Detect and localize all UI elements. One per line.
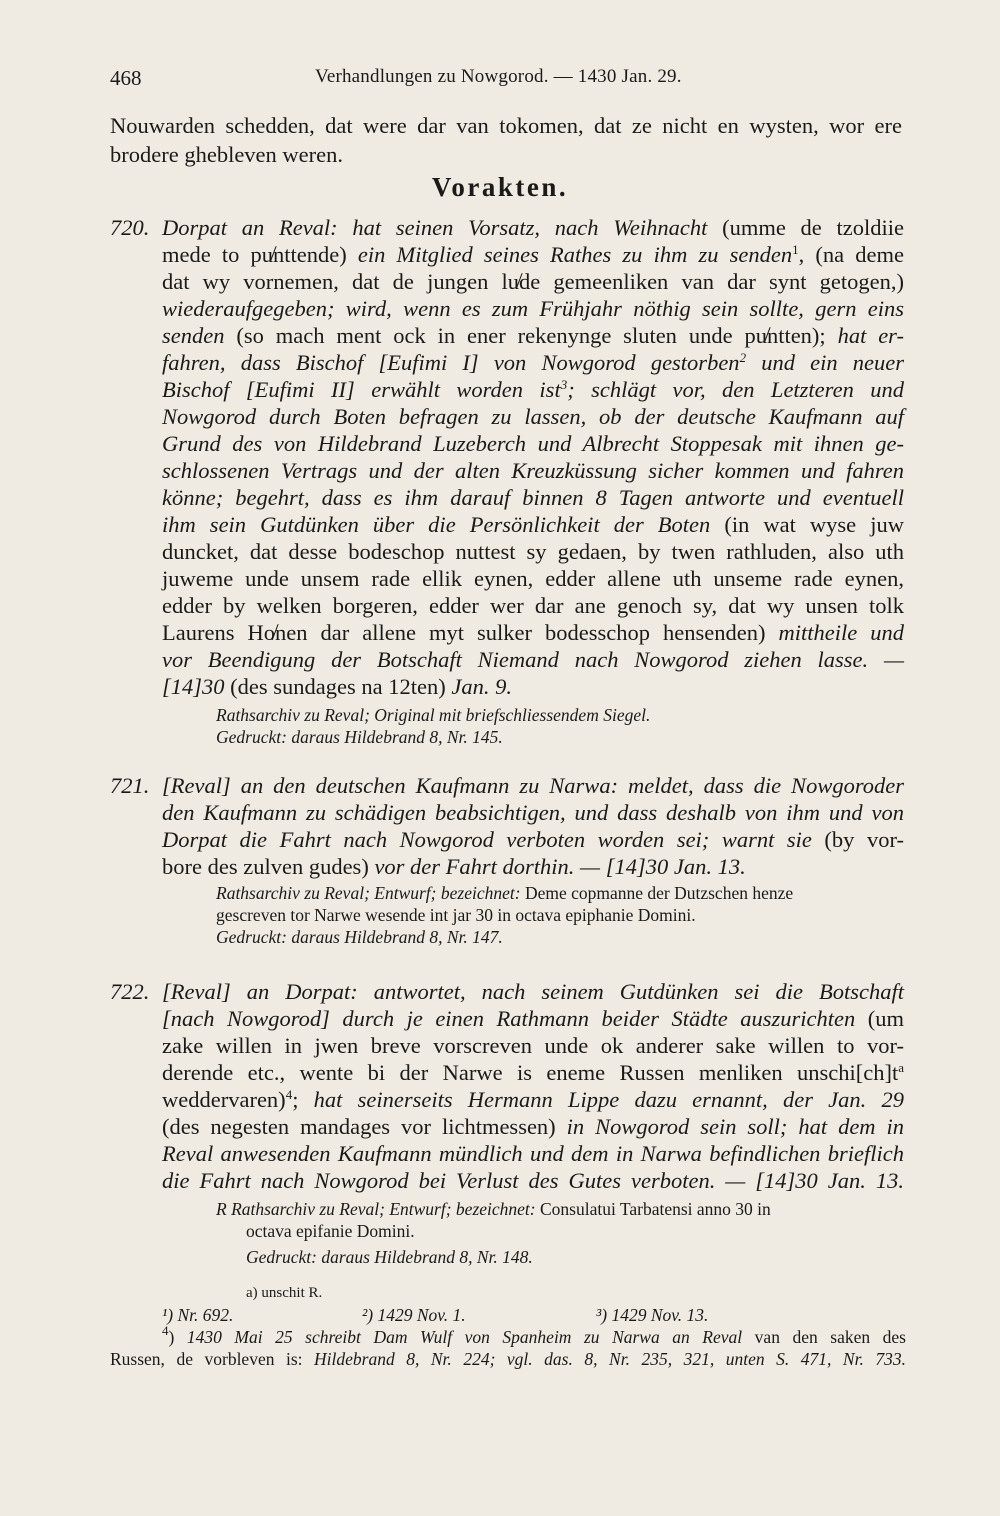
entry-720-line: Grund des von Hildebrand Luzeberch und Albrecht Stoppesak mit ihnen ge- [162, 431, 904, 456]
intro-line: brodere ghebleven weren. [110, 142, 344, 167]
entry-720-line: Nowgorod durch Boten befragen zu lassen, ob der deutsche Kaufmann auf [162, 404, 904, 429]
entry-720-line: könne; begehrt, dass es ihm darauf binnen 8 Tagen antworte und eventuell [162, 485, 904, 510]
entry-722-line: weddervaren)$^4$; hat seinerseits Hermann Lippe dazu ernannt, der Jan. 29 [162, 1087, 904, 1112]
footnote-2: ²) 1429 Nov. 1. [362, 1305, 466, 1325]
intro-line: Nouwarden schedden, dat were dar van tokomen, dat ze nicht en wysten, wor ere [110, 113, 902, 138]
entry-720-printed: Gedruckt: daraus Hildebrand 8, Nr. 145. [216, 727, 503, 747]
entry-721-line: bore des zulven gudes) vor der Fahrt dorthin. — [14]30 Jan. 13. [162, 854, 746, 879]
entry-720-summary-text: Dorpat an Reval: hat seinen Vorsatz, nach Weihnacht [162, 215, 708, 240]
entry-722-source: R Rathsarchiv zu Reval; Entwurf; bezeichnet: Consulatui Tarbatensi anno 30 in [216, 1199, 771, 1219]
entry-722-line: [Reval] an Dorpat: antwortet, nach seinem Gutdünken sei die Botschaft [162, 979, 904, 1004]
entry-number: 721. [110, 773, 150, 798]
entry-720-source: Rathsarchiv zu Reval; Original mit briefschliessendem Siegel. [216, 705, 651, 725]
entry-720-line: vor Beendigung der Botschaft Niemand nach Nowgorod ziehen lasse. — [162, 647, 904, 672]
entry-722-line: derende etc., wente bi der Narwe is eneme Russen menliken $unschi[ch]t^a$ [162, 1060, 904, 1085]
entry-720-date-line: [14]30 (des sundages na 12ten) Jan. 9. [162, 674, 512, 699]
entry-720-line: schlossenen Vertrags und der alten Kreuzküssung sicher kommen und fahren [162, 458, 904, 483]
entry-722-source: octava epifanie Domini. [246, 1221, 415, 1241]
running-title: Verhandlungen zu Nowgorod. — 1430 Jan. 29. [315, 66, 682, 87]
variant-note: a) unschit R. [246, 1285, 323, 1301]
footnote-4-line: Russen, de vorbleven is: Hildebrand 8, Nr. 224; vgl. das. 8, Nr. 235, 321, unten S. 471, Nr. 733. [110, 1349, 906, 1369]
entry-721-line: Dorpat die Fahrt nach Nowgorod verboten worden sei; warnt sie (by vor- [162, 827, 904, 852]
entry-720-line: Laurens Ho̸nen dar allene myt sulker bodesschop hensenden) mittheile und [162, 620, 904, 645]
entry-722-printed: Gedruckt: daraus Hildebrand 8, Nr. 148. [246, 1247, 533, 1267]
entry-721-line: [Reval] an den deutschen Kaufmann zu Narwa: meldet, dass die Nowgoroder [162, 773, 904, 798]
entry-number: 720. [110, 215, 150, 240]
entry-720-line: dat wy vornemen, dat de jungen lu̸de gemeenliken van dar synt getogen,) [162, 269, 904, 294]
entry-number: 722. [110, 979, 150, 1004]
section-heading: Vorakten. [431, 172, 569, 202]
entry-721-line: den Kaufmann zu schädigen beabsichtigen, und dass deshalb von ihm und von [162, 800, 904, 825]
running-header [110, 66, 910, 96]
entry-722-line: zake willen in jwen breve vorscreven unde ok anderer sake willen to vor- [162, 1033, 904, 1058]
entry-722-line: die Fahrt nach Nowgorod bei Verlust des Gutes verboten. — [14]30 Jan. 13. [162, 1168, 904, 1193]
entry-720-line: mede to pu̸nttende) ein Mitglied seines Rathes zu ihm zu senden$^1$, (na deme [162, 242, 904, 267]
entry-720-line: ihm sein Gutdünken über die Persönlichkeit der Boten (in wat wyse juw [162, 512, 904, 537]
entry-720-line: edder by welken borgeren, edder wer dar ane genoch sy, dat wy unsen tolk [162, 593, 904, 618]
entry-721-source: gescreven tor Narwe wesende int jar 30 in octava epiphanie Domini. [216, 905, 696, 925]
footnote-3: ³) 1429 Nov. 13. [596, 1305, 709, 1325]
entry-722-line: (des negesten mandages vor lichtmessen) in Nowgorod sein soll; hat dem in [162, 1114, 905, 1139]
footnote-4-line: $^4$) 1430 Mai 25 schreibt Dam Wulf von Spanheim zu Narwa an Reval van den saken des [162, 1323, 906, 1347]
entry-720-line: wiederaufgegeben; wird, wenn es zum Frühjahr nöthig sein sollte, gern eins [162, 296, 904, 321]
entry-720-line: senden (so mach ment ock in ener rekenynge sluten unde pu̸ntten); hat er- [162, 323, 904, 348]
entry-721-printed: Gedruckt: daraus Hildebrand 8, Nr. 147. [216, 927, 503, 947]
entry-720-line: juweme unde unsem rade ellik eynen, edder allene uth unseme rade eynen, [162, 566, 904, 591]
entry-720-line: Dorpat an Reval: hat seinen Vorsatz, nach Weihnacht (umme de tzoldiie [162, 215, 904, 240]
entry-721-source: Rathsarchiv zu Reval; Entwurf; bezeichnet: Deme copmanne der Dutzschen henze [216, 883, 794, 903]
entry-720-line: duncket, dat desse bodeschop nuttest sy gedaen, by twen rathluden, also uth [162, 539, 904, 564]
entry-720-line: Bischof [Eufimi II] erwählt worden ist$^3$; schlägt vor, den Letzteren und [162, 377, 904, 402]
footnote-1: ¹) Nr. 692. [162, 1305, 234, 1325]
entry-722-line: [nach Nowgorod] durch je einen Rathmann beider Städte auszurichten (um [162, 1006, 904, 1031]
entry-720-line: fahren, dass Bischof [Eufimi I] von Nowgorod gestorben$^2$ und ein neuer [162, 350, 905, 375]
page-number: 468 [110, 66, 142, 90]
entry-722-line: Reval anwesenden Kaufmann mündlich und dem in Narwa befindlichen brieflich [162, 1141, 904, 1166]
